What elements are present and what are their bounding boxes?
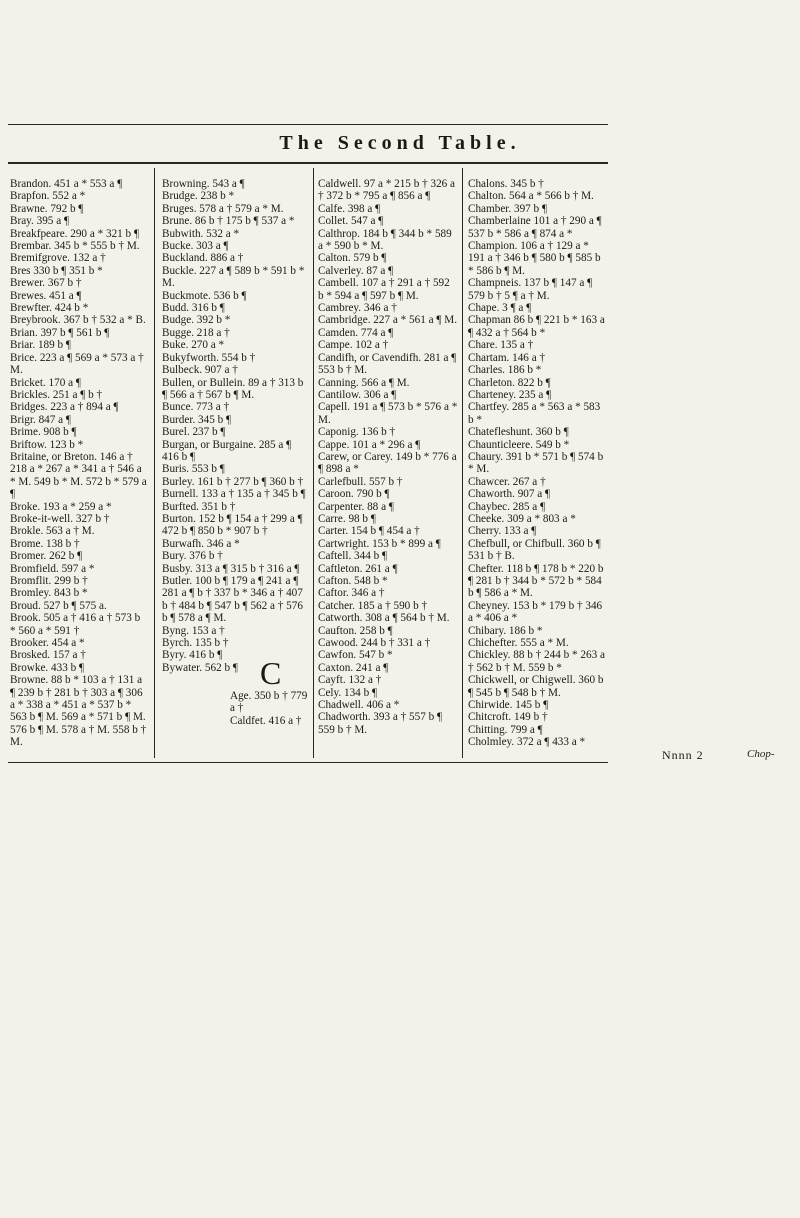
page-title: The Second Table.	[279, 132, 521, 154]
index-entry: Caftor. 346 a †	[318, 587, 385, 600]
index-entry: Burfted. 351 b †	[162, 500, 236, 513]
index-entry: Buris. 553 b ¶	[162, 463, 225, 476]
index-entry: Briftow. 123 b *	[10, 438, 84, 451]
index-entry: Cheeke. 309 a * 803 a *	[468, 512, 576, 525]
index-entry: Bromer. 262 b ¶	[10, 550, 83, 563]
index-entry: Bres 330 b ¶ 351 b *	[10, 264, 103, 277]
index-entry: Chalton. 564 a * 566 b † M.	[468, 190, 594, 203]
index-entry: Bruges. 578 a † 579 a * M.	[162, 202, 284, 215]
column-divider-2	[313, 168, 314, 758]
index-entry: Cantilow. 306 a ¶	[318, 388, 397, 401]
index-entry: Budd. 316 b ¶	[162, 302, 225, 315]
index-entry: Caufton. 258 b ¶	[318, 624, 393, 637]
index-entry: Buckle. 227 a ¶ 589 b * 591 b * M.	[162, 264, 305, 290]
index-entry: Capell. 191 a ¶ 573 b * 576 a * M.	[318, 401, 458, 426]
index-entry: Chadworth. 393 a † 557 b ¶ 559 b † M.	[318, 711, 443, 736]
index-entry: Briar. 189 b ¶	[10, 339, 72, 352]
index-entry: Chefter. 118 b ¶ 178 b * 220 b ¶ 281 b † 344 b * 572 b * 584 b ¶ 586 a * M.	[468, 562, 604, 600]
index-entry: Cartwright. 153 b * 899 a ¶	[318, 537, 441, 550]
index-entry: Champion. 106 a † 129 a * 191 a † 346 b ¶ 580 b ¶ 585 b * 586 b ¶ M.	[468, 240, 601, 277]
index-entry: Buckmote. 536 b ¶	[162, 289, 247, 302]
column-divider-3	[462, 168, 463, 758]
index-entry: Cherry. 133 a ¶	[468, 525, 537, 538]
index-entry: Champneis. 137 b ¶ 147 a ¶ 579 b † 5 ¶ a † M.	[468, 277, 593, 302]
index-entry: Brian. 397 b ¶ 561 b ¶	[10, 326, 110, 339]
index-entry: Bunce. 773 a †	[162, 401, 230, 414]
index-entry: Brawne. 792 b ¶	[10, 202, 84, 215]
index-entry: Burwafh. 346 a *	[162, 537, 240, 550]
index-entry: Browning. 543 a ¶	[162, 178, 245, 190]
index-entry: Carre. 98 b ¶	[318, 512, 376, 525]
index-entry: Chirwide. 145 b ¶	[468, 699, 549, 712]
index-entry: Bywater. 562 b ¶	[162, 661, 238, 674]
index-entry: Cayft. 132 a †	[318, 674, 382, 687]
index-entry: Chefbull, or Chifbull. 360 b ¶ 531 b † B.	[468, 537, 601, 563]
index-entry: Brickles. 251 a ¶ b †	[10, 388, 103, 401]
index-entry: Broke-it-well. 327 b †	[10, 512, 110, 525]
index-entry: Brewer. 367 b †	[10, 277, 82, 290]
index-entry: Brome. 138 b †	[10, 537, 80, 550]
index-entry: Burder. 345 b ¶	[162, 413, 232, 426]
index-entry: Brigr. 847 a ¶	[10, 413, 72, 426]
index-entry: Bulbeck. 907 a †	[162, 364, 238, 377]
index-entry: Charles. 186 b *	[468, 364, 542, 377]
index-entry: Caftell. 344 b ¶	[318, 550, 388, 563]
index-entry: Burley. 161 b † 277 b ¶ 360 b †	[162, 475, 304, 488]
index-entry: Caponig. 136 b †	[318, 426, 396, 439]
index-entry: Brewfter. 424 b *	[10, 302, 89, 315]
index-entry: Collet. 547 a ¶	[318, 215, 384, 228]
index-entry: Chaworth. 907 a ¶	[468, 488, 551, 501]
index-entry: Brapfon. 552 a *	[10, 190, 86, 203]
index-entry: Cely. 134 b ¶	[318, 686, 378, 699]
index-entry: Carlefbull. 557 b †	[318, 475, 403, 488]
index-entry: Carew, or Carey. 149 b * 776 a ¶ 898 a *	[318, 450, 457, 476]
index-entry: Burton. 152 b ¶ 154 a † 299 a ¶ 472 b ¶ 850 b * 907 b †	[162, 512, 303, 538]
index-entry: Bromfield. 597 a *	[10, 562, 95, 575]
index-entry: Chibary. 186 b *	[468, 624, 543, 637]
index-entry: Brewes. 451 a ¶	[10, 289, 82, 302]
index-entry: Chaury. 391 b * 571 b ¶ 574 b * M.	[468, 450, 604, 476]
index-entry: Chartfey. 285 a * 563 a * 583 b *	[468, 401, 601, 426]
index-entry: Brune. 86 b † 175 b ¶ 537 a *	[162, 215, 295, 228]
index-entry: Cawood. 244 b † 331 a †	[318, 637, 431, 650]
column-divider-1	[154, 168, 155, 758]
index-entry: Chalons. 345 b †	[468, 178, 544, 190]
index-entry: Caroon. 790 b ¶	[318, 488, 390, 501]
index-entry: Chapman 86 b ¶ 221 b * 163 a ¶ 432 a † 564 b *	[468, 314, 605, 339]
index-entry: Bray. 395 a ¶	[10, 215, 70, 228]
index-entry: Breybrook. 367 b † 532 a * B.	[10, 314, 146, 327]
index-entry: Burgan, or Burgaine. 285 a ¶ 416 b ¶	[162, 438, 292, 463]
index-entry: Calfe. 398 a ¶	[318, 202, 381, 215]
index-entry: Burnell. 133 a † 135 a † 345 b ¶	[162, 488, 306, 501]
index-entry: Calverley. 87 a ¶	[318, 264, 394, 277]
index-entry: Chickley. 88 b † 244 b * 263 a † 562 b † M. 559 b *	[468, 649, 605, 674]
index-entry: Carpenter. 88 a ¶	[318, 500, 394, 513]
index-entry: Charleton. 822 b ¶	[468, 376, 551, 389]
index-entry: Bremifgrove. 132 a †	[10, 252, 106, 265]
index-entry: Chickwell, or Chigwell. 360 b ¶ 545 b ¶ 548 b † M.	[468, 674, 604, 699]
drop-cap-entries	[230, 690, 310, 727]
index-entry: Cambrey. 346 a †	[318, 302, 397, 315]
index-entry: Buckland. 886 a †	[162, 252, 244, 265]
header-rule-bottom	[8, 162, 608, 164]
index-entry: Brembar. 345 b * 555 b † M.	[10, 240, 140, 253]
index-entry: Cholmley. 372 a ¶ 433 a *	[468, 736, 586, 749]
index-entry: Brandon. 451 a * 553 a ¶	[10, 178, 123, 190]
index-entry: Caxton. 241 a ¶	[318, 661, 389, 674]
index-entry: Cheyney. 153 b * 179 b † 346 a * 406 a *	[468, 599, 603, 625]
index-entry: Browke. 433 b ¶	[10, 661, 85, 674]
index-entry: Brokle. 563 a † M.	[10, 525, 95, 538]
drop-cap-letter: C	[260, 655, 282, 691]
index-entry: Byng. 153 a †	[162, 624, 225, 637]
header-rule-top	[8, 124, 608, 125]
index-entry: Bridges. 223 a † 894 a ¶	[10, 401, 119, 414]
index-entry: Chamber. 397 b ¶	[468, 202, 548, 215]
index-entry: Budge. 392 b *	[162, 314, 231, 327]
index-entry: Bromley. 843 b *	[10, 587, 88, 600]
index-entry: Camden. 774 a ¶	[318, 326, 394, 339]
list-item: Age. 350 b † 779 a †	[230, 690, 308, 715]
index-entry: Britaine, or Breton. 146 a † 218 a * 267 a * 341 a † 546 a * M. 549 b * M. 572 b * 579 a ¶	[10, 450, 147, 501]
index-entry: Chare. 135 a †	[468, 339, 534, 352]
index-column-1	[10, 178, 148, 749]
index-entry: Chartam. 146 a †	[468, 351, 546, 364]
index-entry: Catcher. 185 a † 590 b †	[318, 599, 428, 612]
index-entry: Burel. 237 b ¶	[162, 426, 226, 439]
index-entry: Brice. 223 a ¶ 569 a * 573 a † M.	[10, 351, 144, 377]
index-entry: Busby. 313 a ¶ 315 b † 316 a ¶	[162, 562, 300, 575]
index-column-3	[318, 178, 458, 736]
index-entry: Byry. 416 b ¶	[162, 649, 223, 662]
index-entry: Bullen, or Bullein. 89 a † 313 b ¶ 566 a † 567 b ¶ M.	[162, 376, 304, 401]
index-entry: Chadwell. 406 a *	[318, 699, 400, 712]
index-entry: Byrch. 135 b †	[162, 637, 229, 650]
index-entry: Chamberlaine 101 a † 290 a ¶ 537 b * 586 a ¶ 874 a *	[468, 215, 602, 240]
index-entry: Canning. 566 a ¶ M.	[318, 376, 410, 389]
index-entry: Chawcer. 267 a †	[468, 475, 546, 488]
index-entry: Brudge. 238 b *	[162, 190, 235, 203]
index-entry: Chaybec. 285 a ¶	[468, 500, 546, 513]
catchword: Chop-	[747, 748, 775, 760]
index-entry: Broke. 193 a * 259 a *	[10, 500, 112, 513]
index-entry: Broud. 527 b ¶ 575 a.	[10, 599, 107, 612]
index-entry: Caftleton. 261 a ¶	[318, 562, 398, 575]
index-entry: Campe. 102 a †	[318, 339, 389, 352]
index-entry: Calthrop. 184 b ¶ 344 b * 589 a * 590 b * M.	[318, 227, 452, 253]
index-entry: Bugge. 218 a †	[162, 326, 230, 339]
index-entry: Candifh, or Cavendifh. 281 a ¶ 553 b † M.	[318, 351, 457, 377]
index-entry: Chichefter. 555 a * M.	[468, 637, 569, 650]
index-entry: Butler. 100 b ¶ 179 a ¶ 241 a ¶ 281 a ¶ b † 337 b * 346 a † 407 b † 484 b ¶ 547 b ¶ 562 a † 576 b ¶ 578 a ¶ M.	[162, 575, 303, 625]
footer-rule	[8, 762, 608, 763]
index-entry: Cambell. 107 a † 291 a † 592 b * 594 a ¶ 597 b ¶ M.	[318, 277, 450, 302]
index-entry: Breakfpeare. 290 a * 321 b ¶	[10, 227, 140, 240]
index-entry: Bubwith. 532 a *	[162, 227, 240, 240]
index-entry: Chaunticleere. 549 b *	[468, 438, 570, 451]
index-entry: Cambridge. 227 a * 561 a ¶ M.	[318, 314, 457, 327]
index-column-4	[468, 178, 608, 749]
index-entry: Cawfon. 547 b *	[318, 649, 393, 662]
index-entry: Chape. 3 ¶ a ¶	[468, 302, 532, 315]
index-entry: Bromflit. 299 b †	[10, 575, 88, 587]
index-entry: Chatefleshunt. 360 b ¶	[468, 426, 569, 439]
index-entry: Carter. 154 b ¶ 454 a †	[318, 525, 420, 538]
index-entry: Brook. 505 a † 416 a † 573 b * 560 a * 591 †	[10, 612, 141, 637]
index-entry: Charteney. 235 a ¶	[468, 388, 552, 401]
index-entry: Browne. 88 b * 103 a † 131 a ¶ 239 b † 281 b † 303 a ¶ 306 a * 338 a * 451 a * 537 b * 563 b ¶ M. 569 a * 571 b ¶ M. 576 b ¶ M. 578 a † M. 558 b † M.	[10, 674, 147, 749]
index-entry: Bucke. 303 a ¶	[162, 240, 229, 253]
index-entry: Bricket. 170 a ¶	[10, 376, 81, 389]
index-entry: Chitting. 799 a ¶	[468, 723, 543, 736]
index-entry: Cappe. 101 a * 296 a ¶	[318, 438, 421, 451]
index-column-2	[162, 178, 309, 674]
index-entry: Bukyfworth. 554 b †	[162, 351, 256, 364]
index-entry: Buke. 270 a *	[162, 339, 225, 352]
index-entry: Brooker. 454 a *	[10, 637, 85, 650]
index-entry: Brime. 908 b ¶	[10, 426, 77, 439]
index-entry: Calton. 579 b ¶	[318, 252, 387, 265]
index-entry: Cafton. 548 b *	[318, 575, 388, 587]
index-entry: Chitcroft. 149 b †	[468, 711, 548, 724]
index-entry: Caldwell. 97 a * 215 b † 326 a † 372 b * 795 a ¶ 856 a ¶	[318, 178, 456, 203]
list-item: Caldfet. 416 a †	[230, 714, 302, 727]
index-entry: Bury. 376 b †	[162, 550, 223, 563]
signature-mark: Nnnn 2	[662, 748, 704, 762]
index-entry: Brosked. 157 a †	[10, 649, 86, 662]
index-entry: Catworth. 308 a ¶ 564 b † M.	[318, 612, 450, 625]
